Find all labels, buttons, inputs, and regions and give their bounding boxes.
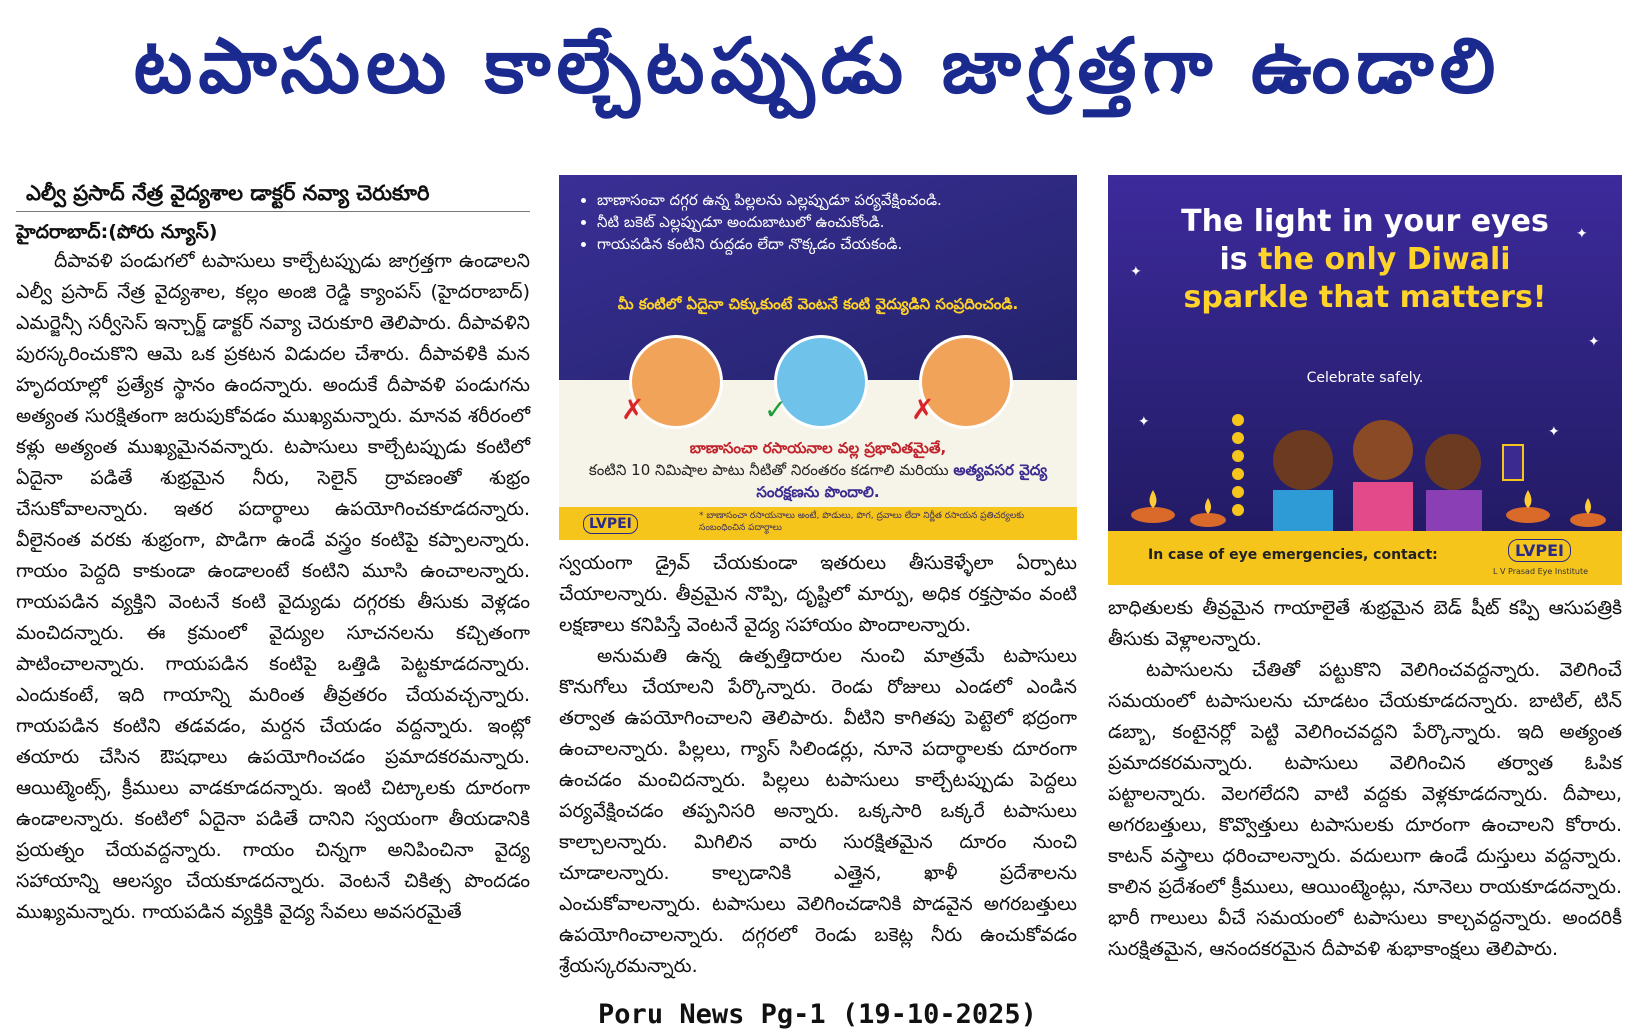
- dateline: హైదరాబాద్:(పోరు న్యూస్): [16, 221, 218, 243]
- ad-tagline: [1108, 203, 1622, 317]
- sparkle-icon: ✦: [1138, 414, 1150, 430]
- cross-icon: ✗: [911, 393, 935, 426]
- lvpei-logo: LVPEI: [1508, 539, 1571, 562]
- article-column-3: [1108, 175, 1622, 995]
- chemical-instruction: కంటిని 10 నిమిషాల పాటు నీటితో నిరంతరం కడగాలి మరియు: [588, 461, 949, 479]
- headline: టపాసులు కాల్చేటప్పుడు జాగ్రత్తగా ఉండాలి: [133, 21, 1502, 110]
- chemical-warning: బాణాసంచా రసాయనాల వల్ల ప్రభావితమైతే,: [689, 439, 947, 457]
- tagline-line: is: [1219, 242, 1259, 277]
- safety-tips-list: [579, 189, 1067, 255]
- ad-subtitle: Celebrate safely.: [1306, 370, 1424, 386]
- check-icon: ✓: [764, 393, 788, 426]
- safety-tip: • గాయపడిన కంటిని రుద్దడం లేదా నొక్కడం చేయకండి.: [597, 233, 1067, 255]
- article-paragraph: బాధితులకు తీవ్రమైన గాయాలైతే శుభ్రమైన బెడ్ షీట్ కప్పి ఆసుపత్రికి తీసుకు వెళ్లాలన్నారు.: [1108, 597, 1622, 650]
- sparkle-icon: ✦: [1548, 424, 1560, 440]
- article-paragraph: టపాసులను చేతితో పట్టుకొని వెలిగించవద్దన్నారు. వెలిగించే సమయంలో టపాసులను చూడటం చేయకూడదన్నారు. బాటిల్, టిన్ డబ్బా, కంటైనర్లో పెట్టి వెలిగించవద్దని పేర్కొన్నారు. ఇది అత్యంత ప్రమాదకరమన్నారు. టపాసులు వెలిగించిన తర్వాత ఓపిక పట్టాలన్నారు. వెలగలేదని వాటి వద్దకు వెళ్లకూడదన్నారు. దీపాలు, అగరబత్తులు, కొవ్వొత్తులు టపాసులకు దూరంగా ఉంచాలని కోరారు. కాటన్ వస్త్రాలు ధరించాలన్నారు. వదులుగా ఉండే దుస్తులు వద్దన్నారు. కాలిన ప్రదేశంలో క్రీములు, ఆయింట్మెంట్లు, నూనెలు రాయకూడదన్నారు. భారీ గాలులు వీచే సమయంలో టపాసులు కాల్చవద్దన్నారు. అందరికీ సురక్షితమైన, ఆనందకరమైన దీపావళి శుభాకాంక్షలు తెలిపారు.: [1108, 659, 1622, 960]
- page-footer: Poru News Pg-1 (19-10-2025): [598, 999, 1037, 1030]
- sparkle-icon: ✦: [1130, 264, 1142, 280]
- children-with-diyas-illustration: [1108, 390, 1622, 535]
- tagline-highlight: the only Diwali: [1258, 242, 1511, 277]
- chemical-advice: [579, 437, 1057, 503]
- article-column-2: [559, 175, 1077, 977]
- tagline-highlight: sparkle that matters!: [1183, 280, 1547, 315]
- infographic-highlight: మీ కంటిలో ఏదైనా చిక్కుకుంటే వెంటనే కంటి వైద్యుడిని సంప్రదించండి.: [617, 295, 1019, 313]
- doctor-illustration: [774, 335, 868, 429]
- infographic-footnote: * బాణాసంచా రసాయనాలు అంటే, పొడులు, పొగ, ద్రవాలు లేదా నిర్ణీత రసాయన ప్రతిచర్యలకు సంబంధించిన పదార్థాలు: [699, 511, 1025, 533]
- lvpei-logo: LVPEI: [583, 514, 638, 534]
- safety-tip: • బాణాసంచా దగ్గర ఉన్న పిల్లలను ఎల్లప్పుడూ పర్యవేక్షించండి.: [597, 189, 1067, 211]
- article-paragraph: అనుమతి ఉన్న ఉత్పత్తిదారుల నుంచి మాత్రమే టపాసులు కొనుగోలు చేయాలని పేర్కొన్నారు. రెండు రోజులు ఎండలో ఎండిన తర్వాత ఉపయోగించాలని తెలిపారు. వీటిని కాగితపు పెట్టెలో భద్రంగా ఉంచాలన్నారు. పిల్లలు, గ్యాస్ సిలిండర్లు, నూనె పదార్థాలకు దూరంగా ఉంచడం మంచిదన్నారు. పిల్లలు టపాసులు కాల్చేటప్పుడు పెద్దలు పర్యవేక్షించడం తప్పనిసరి అన్నారు. ఒక్కసారి ఒక్కరే టపాసులు కాల్చాలన్నారు. మిగిలిన వారు సురక్షితమైన దూరం నుంచి చూడాలన్నారు. కాల్చడానికి ఎత్తైన, ఖాళీ ప్రదేశాలను ఎంచుకోవాలన్నారు. టపాసులు వెలిగించడానికి పొడవైన అగరబత్తులు ఉపయోగించాలన్నారు. దగ్గరలో రెండు బకెట్ల నీరు ఉంచుకోవడం శ్రేయస్కరమన్నారు.: [559, 645, 1077, 977]
- article-paragraph: స్వయంగా డ్రైవ్ చేయకుండా ఇతరులు తీసుకెళ్ళేలా ఏర్పాటు చేయాలన్నారు. తీవ్రమైన నొప్పి, దృష్టిలో మార్పు, అధిక రక్తస్రావం వంటి లక్షణాలు కనిపిస్తే వెంటనే వైద్య సహాయం పొందాలన్నారు.: [559, 552, 1077, 636]
- safety-tip: • నీటి బకెట్ ఎల్లప్పుడూ అందుబాటులో ఉంచుకోండి.: [597, 211, 1067, 233]
- eye-safety-infographic: [559, 175, 1077, 540]
- institute-name: L V Prasad Eye Institute: [1493, 567, 1589, 576]
- sparkle-icon: ✦: [1588, 334, 1600, 350]
- byline: ఎల్వీ ప్రసాద్ నేత్ర వైద్యశాల డాక్టర్ నవ్యా చెరుకూరి: [16, 175, 530, 212]
- tagline-line: The light in your eyes: [1181, 204, 1549, 239]
- chemical-care: అత్యవసర వైద్య సంరక్షణను పొందాలి.: [756, 461, 1048, 501]
- article-column-1: [16, 175, 530, 995]
- article-paragraph: దీపావళి పండుగలో టపాసులు కాల్చేటప్పుడు జాగ్రత్తగా ఉండాలని ఎల్వీ ప్రసాద్ నేత్ర వైద్యశాల, కల్లం అంజి రెడ్డి క్యాంపస్ (హైదరాబాద్) ఎమర్జెన్సీ సర్వీసెస్ ఇన్చార్జ్ డాక్టర్ నవ్యా చెరుకూరి తెలిపారు. దీపావళిని పురస్కరించుకొని ఆమె ఒక ప్రకటన విడుదల చేశారు. దీపావళికి మన హృదయాల్లో ప్రత్యేక స్థానం ఉందన్నారు. అందుకే దీపావళి పండుగను అత్యంత సురక్షితంగా జరుపుకోవడం ముఖ్యమన్నారు. మానవ శరీరంలో కళ్లు అత్యంత ముఖ్యమైనవన్నారు. టపాసులు కాల్చేటప్పుడు కంటిలో ఏదైనా పడితే శుభ్రమైన నీరు, సెలైన్ ద్రావణంతో శుభ్రం చేసుకోవాలన్నారు. ఇతర పదార్థాలు ఉపయోగించకూడదన్నారు. వీలైనంత వరకు శుభ్రంగా, పొడిగా ఉండే వస్త్రం కంటిపై కప్పాలన్నారు. గాయం పెద్దది కాకుండా ఉండాలంటే కంటిని మూసి ఉంచాలన్నారు. గాయపడిన వ్యక్తిని వెంటనే కంటి వైద్యుడు దగ్గరకు తీసుకు వెళ్లడం మంచిదన్నారు. ఈ క్రమంలో వైద్యుల సూచనలను కచ్చితంగా పాటించాలన్నారు. గాయపడిన కంటిపై ఒత్తిడి పెట్టకూడదన్నారు. ఎందుకంటే, ఇది గాయాన్ని మరింత తీవ్రతరం చేయవచ్చన్నారు. గాయపడిన కంటిని తడవడం, మర్దన చేయడం వద్దన్నారు. ఇంట్లో తయారు చేసిన ఔషధాలు ఉపయోగించడం ప్రమాదకరమన్నారు. ఆయిట్మెంట్స్, క్రీములు వాడకూడదన్నారు. ఇంటి చిట్కాలకు దూరంగా ఉండాలన్నారు. కంటిలో ఏదైనా పడితే దానిని స్వయంగా తీయడానికి ప్రయత్నం చేయవద్దన్నారు. గాయం చిన్నగా అనిపించినా వైద్య సహాయాన్ని ఆలస్యం చేయకూడదన్నారు. వెంటనే చికిత్స పొందడం ముఖ్యమన్నారు. గాయపడిన వ్యక్తికి వైద్య సేవలు అవసరమైతే: [16, 250, 530, 923]
- emergency-contact-label: In case of eye emergencies, contact:: [1148, 547, 1438, 563]
- sparkle-icon: ✦: [1576, 226, 1588, 242]
- diwali-sparkle-ad: [1108, 175, 1622, 585]
- cross-icon: ✗: [621, 393, 645, 426]
